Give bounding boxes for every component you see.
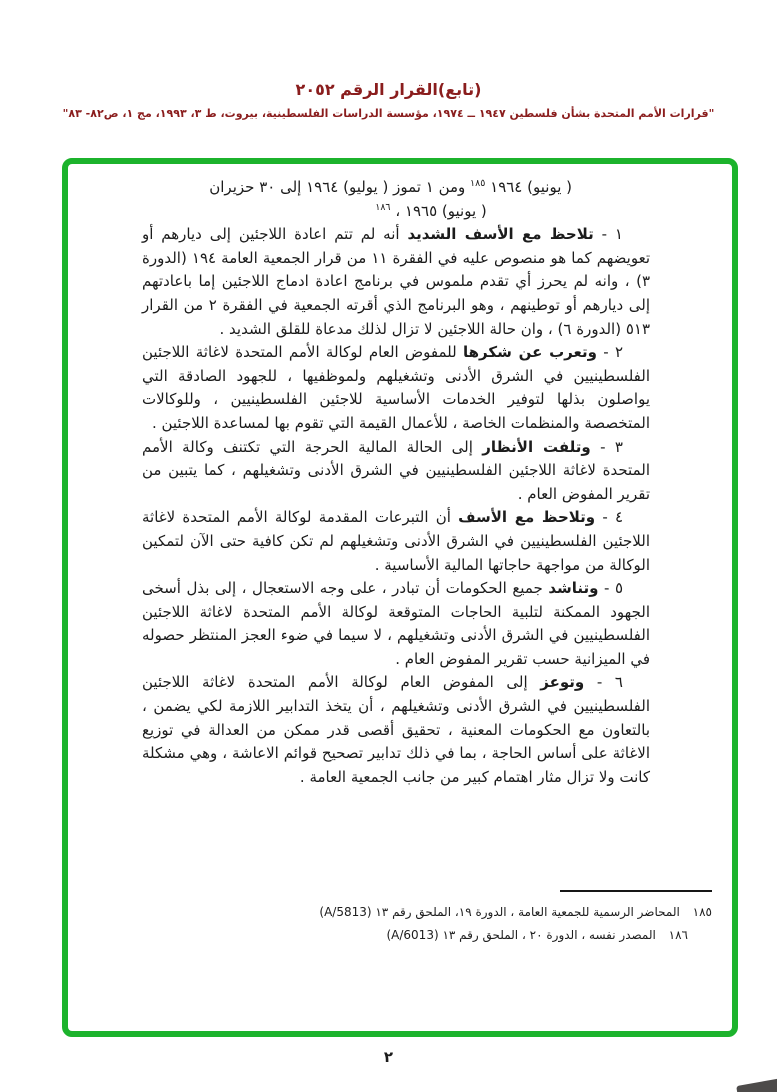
operative-paragraph-4 (142, 506, 650, 577)
paragraph-number: ٤ - (602, 508, 623, 527)
page-number: ٢ (383, 1048, 394, 1066)
intro-line-1 (142, 176, 650, 200)
footnote-186 (72, 924, 712, 947)
scan-artifact (736, 1078, 777, 1092)
footnote-ref-186: ١٨٦ (375, 201, 391, 213)
operative-paragraph-2 (142, 341, 650, 435)
paragraph-number: ٣ - (600, 437, 623, 456)
resolution-title: (تابع)القرار الرقم ٢٠٥٢ (295, 80, 482, 99)
paragraph-number: ٥ - (603, 579, 623, 598)
page-header (0, 80, 777, 120)
paragraph-lead: وتعرب عن شكرها (462, 343, 597, 362)
paragraph-text: جميع الحكومات أن تبادر ، على وجه الاستعجال ، إلى بذل أسخى الجهود الممكنة لتلبية الحاجات المتوقعة لوكالة الأمم المتحدة لاغاثة اللاجئين الفلسطينيين في الشرق الأدنى وتشغيلهم ، لا سيما في ضوء العجز المنتظر حصوله في الميزانية حسب تقرير المفوض العام . (142, 579, 650, 668)
footnote-text: المحاضر الرسمية للجمعية العامة ، الدورة ١٩، الملحق رقم ١٣ (A/5813) (319, 905, 680, 919)
footnote-ref-185: ١٨٥ (470, 178, 486, 189)
operative-paragraph-6 (142, 671, 650, 789)
operative-paragraph-5 (142, 577, 650, 671)
paragraph-text: أنه لم تتم اعادة اللاجئين إلى ديارهم أو تعويضهم كما هو منصوص عليه في الفقرة ١١ من قرار الجمعية العامة ١٩٤ (الدورة ٣) ، وانه لم يحرز أي تقدم ملموس في برنامج اعادة ادماج اللاجئين إما باعادتهم إلى ديارهم أو توطينهم ، وهو البرنامج الذي أقرته الجمعية في الفقرة ٢ من القرار ٥١٣ (الدورة ٦) ، وان حالة اللاجئين لا تزال لذلك مدعاة للقلق الشديد . (142, 225, 651, 338)
paragraph-text: إلى الحالة المالية الحرجة التي تكتنف وكالة الأمم المتحدة لاغاثة اللاجئين الفلسطينيين في الشرق الأدنى وتشغيلهم ، كما يتبين من تقرير المفوض العام . (142, 437, 650, 503)
source-citation: "قرارات الأمم المتحدة بشأن فلسطين ١٩٤٧ ــ ١٩٧٤، مؤسسة الدراسات الفلسطينية، بيروت، ط ٣، ١٩٩٣، مج ١، ص٨٢- ٨٣" (62, 107, 715, 120)
paragraph-lead: وتناشد (548, 579, 599, 598)
intro-line-1-post: ومن ١ تموز ( يوليو) ١٩٦٤ إلى ٣٠ حزيران (209, 178, 466, 196)
paragraph-number: ١ - (601, 225, 623, 244)
footnotes-section (72, 890, 712, 947)
footnote-text: المصدر نفسه ، الدورة ٢٠ ، الملحق رقم ١٣ (A/6013) (386, 928, 656, 942)
paragraph-text: إلى المفوض العام لوكالة الأمم المتحدة لاغاثة اللاجئين الفلسطينيين في الشرق الأدنى وتشغيلهم ، أن يتخذ التدابير اللازمة لكي يضمن ، بالتعاون مع الحكومات المعنية ، تحقيق أقصى قدر ممكن من العدالة في توزيع الاغاثة على أساس الحاجة ، بما في ذلك تدابير تصحيح قوائم الاعاشة ، وهي مشكلة كانت ولا تزال مثار اهتمام كبير من جانب الجمعية العامة . (142, 673, 650, 786)
paragraph-text: أن التبرعات المقدمة لوكالة الأمم المتحدة لاغاثة اللاجئين الفلسطينيين في الشرق الأدنى وتشغيلهم لم تكن كافية حتى الآن لتمكين الوكالة من مواجهة حاجاتها المالية الأساسية . (142, 508, 650, 574)
paragraph-lead: وتوعز (540, 673, 585, 692)
intro-line-2 (142, 200, 650, 224)
footnote-number: ١٨٦ (668, 928, 688, 942)
resolution-body (142, 176, 650, 789)
operative-paragraph-3 (142, 436, 650, 507)
operative-paragraph-1 (142, 223, 650, 341)
footnote-separator (560, 890, 712, 892)
scan-frame (62, 158, 738, 1037)
footnote-185 (72, 901, 712, 924)
paragraph-lead: وتلفت الأنظار (482, 437, 591, 456)
footnote-number: ١٨٥ (692, 905, 712, 919)
paragraph-lead: وتلاحظ مع الأسف (458, 508, 596, 527)
paragraph-number: ٦ - (596, 673, 623, 692)
intro-line-1-pre: ( يونيو) ١٩٦٤ (490, 178, 572, 196)
paragraph-lead: تلاحظ مع الأسف الشديد (407, 225, 594, 244)
paragraph-number: ٢ - (603, 343, 623, 362)
paragraph-text: للمفوض العام لوكالة الأمم المتحدة لاغاثة اللاجئين الفلسطينيين في الشرق الأدنى وتشغيلهم ولموظفيها ، للجهود الصادقة التي يواصلون بذلها لتوفير الخدمات الأساسية للاجئين الفلسطينيين ، وللوكالات المتخصصة والمنظمات الخاصة ، للأعمال القيمة التي تقوم بها لمساعدة اللاجئين . (142, 343, 650, 432)
intro-line-2-pre: ( يونيو) ١٩٦٥ ، (395, 201, 487, 220)
